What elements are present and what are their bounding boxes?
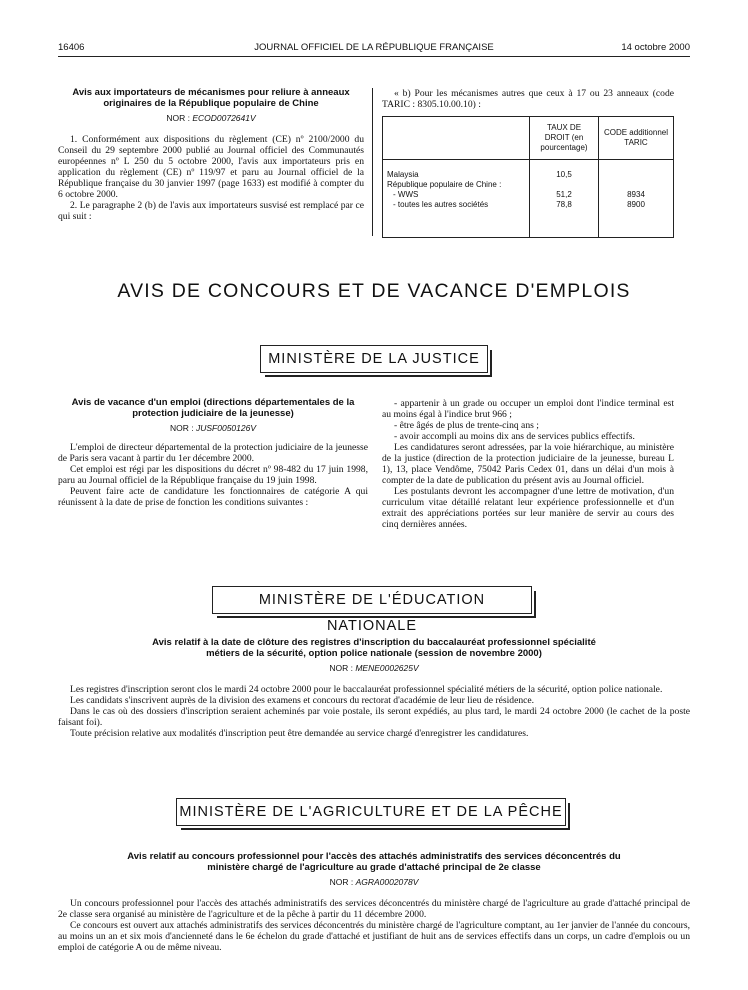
education-section <box>58 638 690 739</box>
code-value: 8934 <box>627 190 645 199</box>
journal-title: JOURNAL OFFICIEL DE LA RÉPUBLIQUE FRANÇAISE <box>254 42 494 53</box>
education-para: Les candidats s'inscrivent auprès de la division des examens et concours du rectorat d'académie de leur lieu de résidence. <box>70 695 535 706</box>
education-para: Toute précision relative aux modalités d'inscription peut être demandée au service chargé d'enregistrer les candidatures. <box>70 728 529 739</box>
justice-para: Cet emploi est régi par les dispositions du décret nº 98-482 du 17 juin 1998, paru au Journal officiel de la République française du 19 juin 1998. <box>58 464 368 486</box>
justice-nor: NOR : JUSF0050126V <box>170 423 256 433</box>
education-nor: NOR : MENE0002625V <box>329 663 419 673</box>
agriculture-title: Avis relatif au concours professionnel pour l'accès des attachés administratifs des services déconcentrés du ministère chargé de l'agriculture au grade d'attaché principal de 2e classe <box>127 851 621 873</box>
agriculture-nor: NOR : AGRA0002078V <box>329 877 419 887</box>
table-row: Malaysia <box>387 170 419 179</box>
justice-para: Les candidatures seront adressées, par la voie hiérarchique, au ministère de la justice (direction de la protection judiciaire de la jeunesse, bureau L 1), 13, place Vendôme, 75042 Paris Cedex 01, dans un délai d'un mois à compter de la date de publication du présent avis au Journal officiel. <box>382 442 674 486</box>
education-title: Avis relatif à la date de clôture des registres d'inscription du baccalauréat professionnel spécialité métiers de la sécurité, option police nationale (session de novembre 2000) <box>152 637 596 659</box>
avis-reliure-left <box>58 88 364 222</box>
avis-reliure-para1: 1. Conformément aux dispositions du règlement (CE) nº 2100/2000 du Conseil du 29 septembre 2000 publié au Journal officiel des Communautés européennes nº L 250 du 5 octobre 2000, l'avis aux importateurs pris en application du règlement (CE) nº 119/97 et paru au Journal officiel de la République française du 30 janvier 1997 (page 1633) est modifié à compter du 6 octobre 2000. <box>58 134 364 200</box>
ministry-justice-box: MINISTÈRE DE LA JUSTICE <box>260 345 488 373</box>
condition-item: - être âgés de plus de trente-cinq ans ; <box>394 420 539 431</box>
taric-table <box>382 116 674 238</box>
justice-right <box>382 398 674 530</box>
header-date: 14 octobre 2000 <box>621 42 690 53</box>
avis-reliure-title: Avis aux importateurs de mécanismes pour reliure à anneaux originaires de la République populaire de Chine <box>72 87 350 109</box>
justice-para: Peuvent faire acte de candidature les fonctionnaires de catégorie A qui réunissent à la date de prise de fonction les conditions suivantes : <box>58 486 368 508</box>
justice-left <box>58 398 368 508</box>
education-para: Dans le cas où des dossiers d'inscription seraient acheminés par voie postale, ils seront expédiés, au plus tard, le mardi 24 octobre 2000 (le cachet de la poste faisant foi). <box>58 706 690 728</box>
column-divider <box>372 88 373 236</box>
taric-header-code: CODE additionnel TARIC <box>599 117 674 160</box>
taric-taux-cell <box>530 160 599 238</box>
main-heading: AVIS DE CONCOURS ET DE VACANCE D'EMPLOIS <box>117 280 631 302</box>
taric-header-taux: TAUX DE DROIT (en pourcentage) <box>530 117 599 160</box>
header-rule <box>58 56 690 57</box>
avis-reliure-nor: NOR : ECOD0072641V <box>166 113 256 123</box>
taric-code-cell <box>599 160 674 238</box>
ministry-education-box: MINISTÈRE DE L'ÉDUCATION NATIONALE <box>212 586 532 614</box>
condition-item: - avoir accompli au moins dix ans de services publics effectifs. <box>394 431 635 442</box>
quote-intro: « b) Pour les mécanismes autres que ceux à 17 ou 23 anneaux (code TARIC : 8305.10.00.10) : <box>382 88 674 110</box>
taux-value: 10,5 <box>556 170 572 179</box>
ministry-agriculture-box: MINISTÈRE DE L'AGRICULTURE ET DE LA PÊCHE <box>176 798 566 826</box>
education-para: Les registres d'inscription seront clos le mardi 24 octobre 2000 pour le baccalauréat professionnel spécialité métiers de la sécurité, option police nationale. <box>70 684 663 695</box>
justice-title: Avis de vacance d'un emploi (directions départementales de la protection judiciaire de la jeunesse) <box>71 397 355 419</box>
justice-para: L'emploi de directeur départemental de la protection judiciaire de la jeunesse de Paris sera vacant à partir du 1er décembre 2000. <box>58 442 368 464</box>
justice-para: Les postulants devront les accompagner d'une lettre de motivation, d'un curriculum vitae détaillé relatant leur expérience professionnelle et d'un extrait des appréciations portées sur leur manière de servir au cours des cinq dernières années. <box>382 486 674 530</box>
table-row: - toutes les autres sociétés <box>393 200 489 209</box>
taric-labels-cell <box>383 160 530 238</box>
avis-reliure-para2: 2. Le paragraphe 2 (b) de l'avis aux importateurs susvisé est remplacé par ce qui suit : <box>58 200 364 222</box>
taric-header-blank <box>383 117 530 160</box>
agriculture-section <box>58 852 690 953</box>
table-row: - WWS <box>393 190 419 199</box>
agriculture-para: Ce concours est ouvert aux attachés administratifs des services déconcentrés du ministère chargé de l'agriculture comptant, au 1er janvier de l'année du concours, au moins un an et six mois d'ancienneté dans le 6e échelon du grade d'attaché et justifiant de huit ans de services effectifs dans un corps, un cadre d'emplois ou un emploi de catégorie A ou de même niveau. <box>58 920 690 953</box>
avis-reliure-right <box>382 88 674 238</box>
code-value: 8900 <box>627 200 645 209</box>
condition-item: - appartenir à un grade ou occuper un emploi dont l'indice terminal est au moins égal à l'indice brut 966 ; <box>382 398 674 420</box>
taux-value: 78,8 <box>556 200 572 209</box>
table-row: République populaire de Chine : <box>387 180 502 189</box>
taux-value: 51,2 <box>556 190 572 199</box>
agriculture-para: Un concours professionnel pour l'accès des attachés administratifs des services déconcentrés du ministère chargé de l'agriculture au grade d'attaché principal de 2e classe sera organisé au ministère de l'agriculture et de la pêche à partir du 11 décembre 2000. <box>58 898 690 920</box>
page-number: 16406 <box>58 42 85 53</box>
